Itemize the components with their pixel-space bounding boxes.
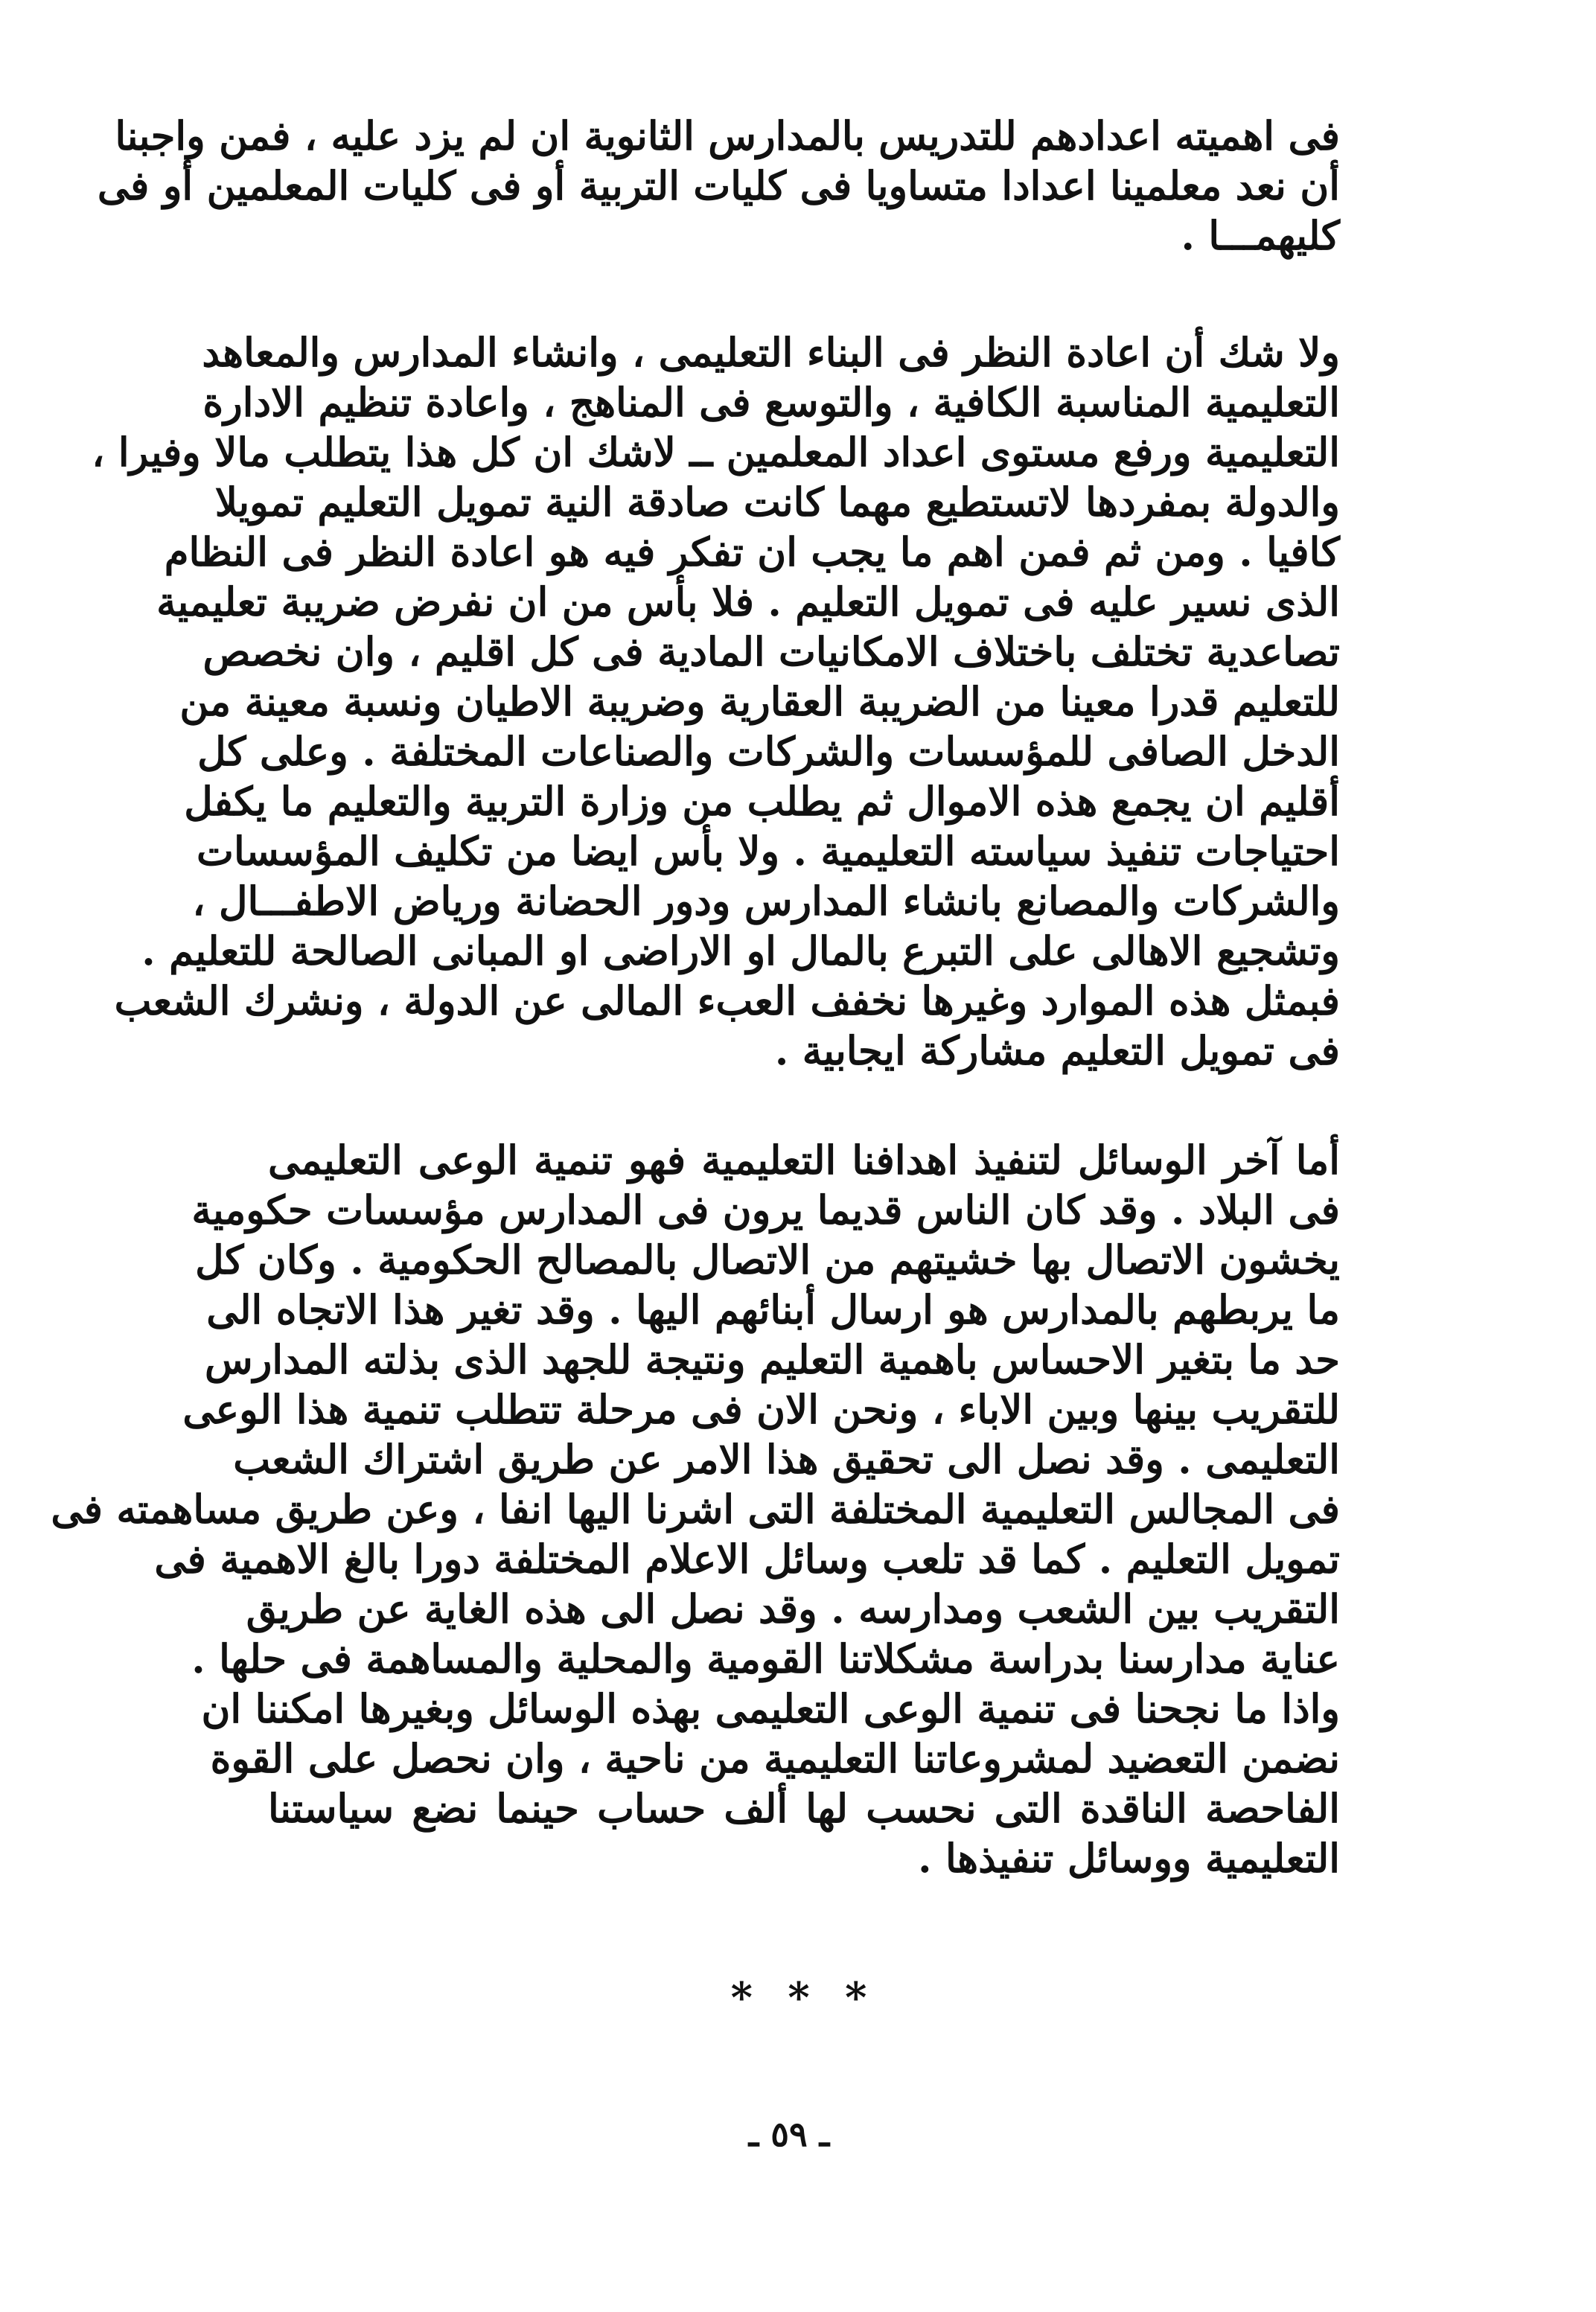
text-line: حد ما بتغير الاحساس باهمية التعليم ونتيجة للجهد الذى بذلته المدارس (205, 1337, 1340, 1383)
section-separator: * * * (730, 1973, 878, 2022)
text-line: فى تمويل التعليم مشاركة ايجابية . (774, 1028, 1340, 1074)
text-line: كافيا . ومن ثم فمن اهم ما يجب ان تفكر فيه هو اعادة النظر فى النظام (164, 529, 1340, 575)
paragraph-1 (97, 112, 1340, 261)
text-line: فى المجالس التعليمية المختلفة التى اشرنا اليها انفا ، وعن طريق مساهمته فى (51, 1486, 1340, 1533)
text-line: أما آخر الوسائل لتنفيذ اهدافنا التعليمية فهو تنمية الوعى التعليمى (268, 1137, 1340, 1184)
paragraph-2 (92, 328, 1340, 1076)
text-line: والشركات والمصانع بانشاء المدارس ودور الحضانة ورياض الاطفـــال ، (192, 878, 1340, 925)
text-line: كليهمـــا . (1181, 213, 1340, 259)
text-line: التعليمية ووسائل تنفيذها . (918, 1836, 1340, 1882)
text-line: أن نعد معلمينا اعدادا متساويا فى كليات التربية أو فى كليات المعلمين أو فى (97, 163, 1340, 209)
text-line: فى البلاد . وقد كان الناس قديما يرون فى المدارس مؤسسات حكومية (191, 1187, 1340, 1233)
text-line: التعليمى . وقد نصل الى تحقيق هذا الامر عن طريق اشتراك الشعب (233, 1437, 1340, 1483)
text-line: والدولة بمفردها لاتستطيع مهما كانت صادقة النية تمويل التعليم تمويلا (214, 479, 1340, 526)
text-line: ما يربطهم بالمدارس هو ارسال أبنائهم اليها . وقد تغير هذا الاتجاه الى (206, 1287, 1340, 1333)
text-line: الدخل الصافى للمؤسسات والشركات والصناعات المختلفة . وعلى كل (197, 729, 1340, 775)
text-line: التعليمية ورفع مستوى اعداد المعلمين ــ لاشك ان كل هذا يتطلب مالا وفيرا ، (92, 429, 1340, 476)
text-line: تمويل التعليم . كما قد تلعب وسائل الاعلام المختلفة دورا بالغ الاهمية فى (154, 1536, 1340, 1583)
text-line: يخشون الاتصال بها خشيتهم من الاتصال بالمصالح الحكومية . وكان كل (195, 1237, 1340, 1283)
text-line: التعليمية المناسبة الكافية ، والتوسع فى المناهج ، واعادة تنظيم الادارة (202, 380, 1340, 426)
text-line: الفاحصة الناقدة التى نحسب لها ألف حساب حينما نضع سياستنا (268, 1786, 1340, 1832)
text-line: نضمن التعضيد لمشروعاتنا التعليمية من ناحية ، وان نحصل على القوة (210, 1736, 1340, 1782)
text-line: تصاعدية تختلف باختلاف الامكانيات المادية فى كل اقليم ، وان نخصص (202, 629, 1340, 675)
section-gap (268, 1884, 1340, 1973)
page-number: ـ ٥٩ ـ (748, 2114, 830, 2154)
text-line: للتقريب بينها وبين الاباء ، ونحن الان فى مرحلة تتطلب تنمية هذا الوعى (182, 1387, 1340, 1433)
text-line: أقليم ان يجمع هذه الاموال ثم يطلب من وزارة التربية والتعليم ما يكفل (184, 779, 1340, 825)
text-line: وتشجيع الاهالى على التبرع بالمال او الاراضى او المبانى الصالحة للتعليم . (141, 928, 1340, 974)
text-line: واذا ما نجحنا فى تنمية الوعى التعليمى بهذه الوسائل وبغيرها امكننا ان (201, 1686, 1340, 1732)
text-line: فى اهميته اعدادهم للتدريس بالمدارس الثانوية ان لم يزد عليه ، فمن واجبنا (115, 113, 1340, 159)
text-line: ولا شك أن اعادة النظر فى البناء التعليمى ، وانشاء المدارس والمعاهد (202, 330, 1340, 376)
text-line: للتعليم قدرا معينا من الضريبة العقارية وضريبة الاطيان ونسبة معينة من (179, 679, 1340, 725)
paragraph-gap (268, 261, 1340, 328)
text-line: احتياجات تنفيذ سياسته التعليمية . ولا بأس ايضا من تكليف المؤسسات (197, 828, 1340, 875)
text-line: فبمثل هذه الموارد وغيرها نخفف العبء المالى عن الدولة ، ونشرك الشعب (114, 978, 1340, 1024)
text-line: عناية مدارسنا بدراسة مشكلاتنا القومية والمحلية والمساهمة فى حلها . (191, 1636, 1340, 1682)
paragraph-3 (51, 1136, 1340, 1884)
text-line: التقريب بين الشعب ومدارسه . وقد نصل الى هذه الغاية عن طريق (246, 1586, 1340, 1632)
paragraph-gap (268, 1076, 1340, 1136)
page-body (51, 112, 1340, 2022)
text-line: الذى نسير عليه فى تمويل التعليم . فلا بأس من ان نفرض ضريبة تعليمية (156, 579, 1340, 625)
